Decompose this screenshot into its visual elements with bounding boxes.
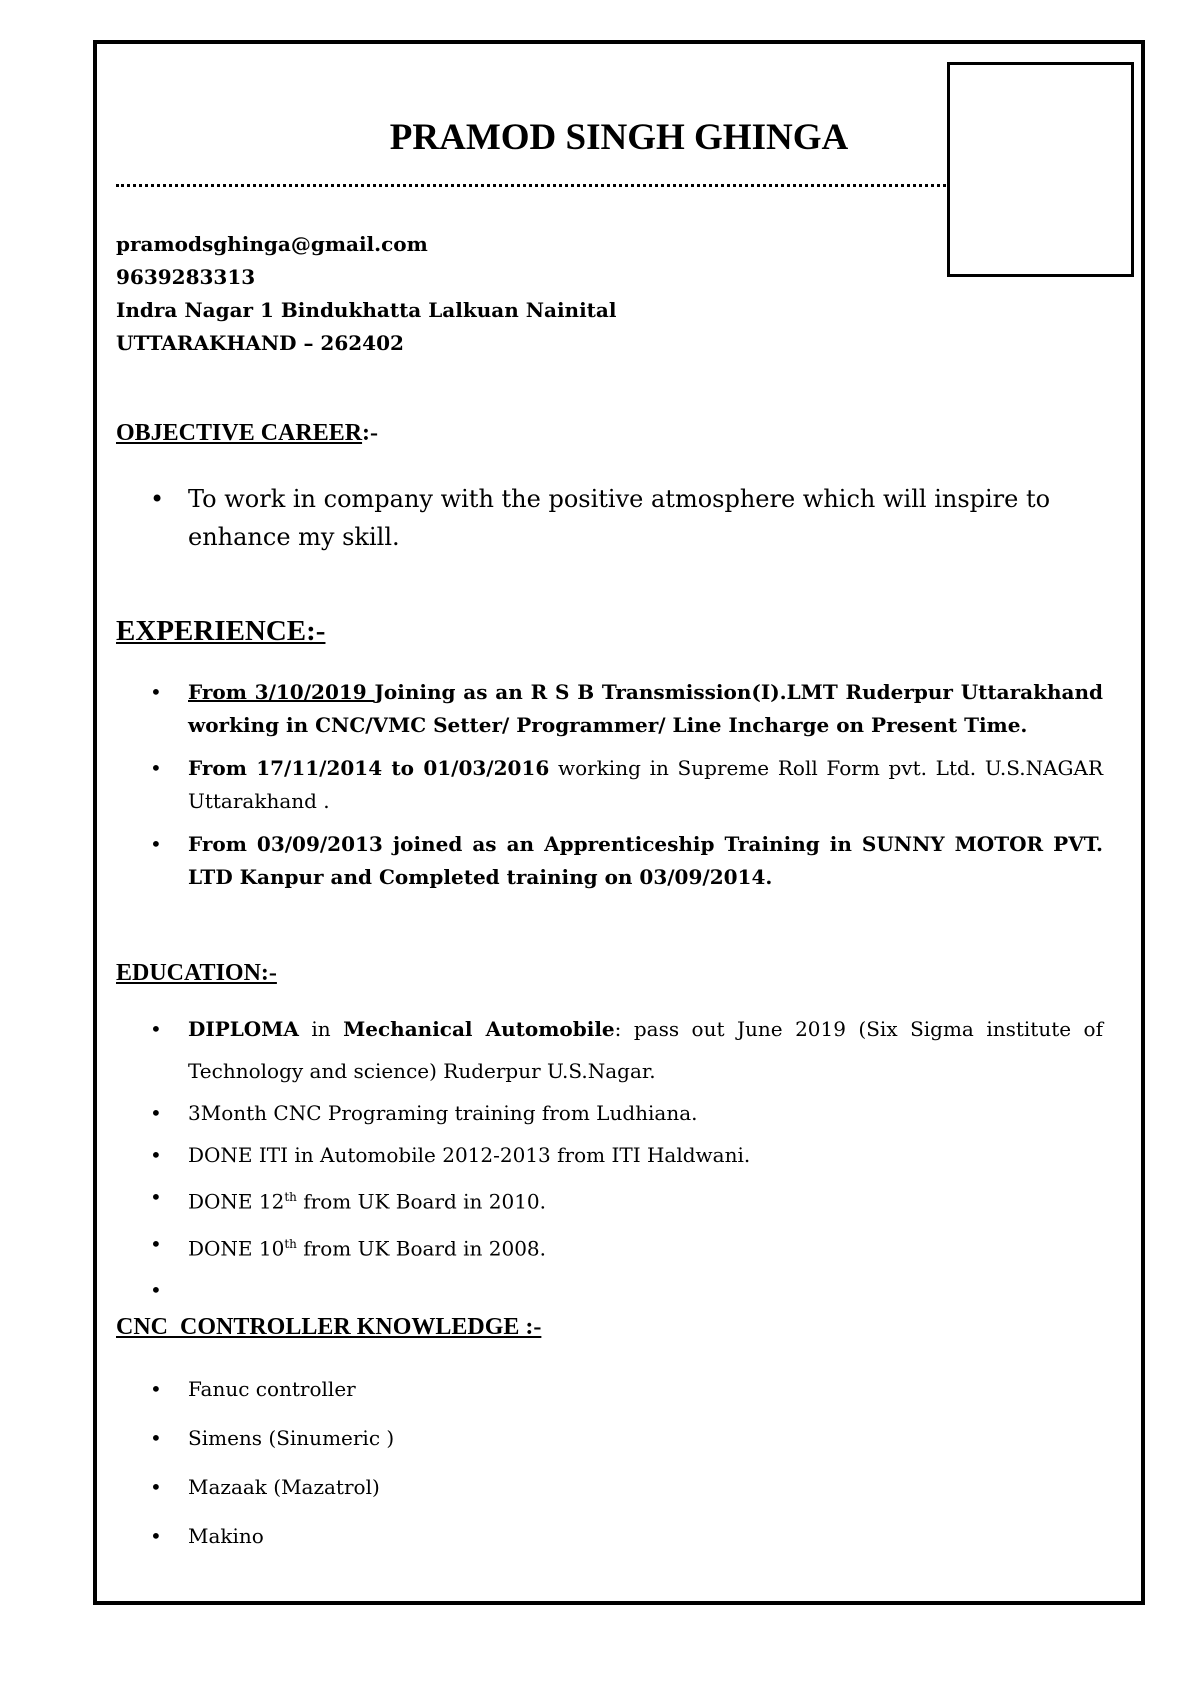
list-item (150, 1512, 1103, 1561)
list-item (150, 1269, 1103, 1311)
cnc-heading: CNC CONTROLLER KNOWLEDGE :- (116, 1314, 542, 1340)
objective-list (150, 480, 1103, 556)
list-item (150, 1223, 1103, 1270)
education-heading: EDUCATION:- (116, 960, 277, 986)
experience-list (150, 676, 1103, 904)
objective-heading-suffix: :- (362, 420, 379, 446)
objective-heading (116, 420, 378, 447)
experience-text: Joining as an R S B Transmission(I).LMT Ruderpur Uttarakhand working in CNC/VMC Setter/ Programmer/ Line Incharge on Present Time. (188, 680, 1103, 737)
cnc-item: Fanuc controller (188, 1377, 356, 1401)
bullet-icon: • (150, 1426, 162, 1450)
twelfth-pre: DONE 12 (188, 1189, 285, 1214)
candidate-name: PRAMOD SINGH GHINGA (389, 117, 849, 158)
photo-placeholder (947, 62, 1134, 277)
experience-lead: From 03/09/2013 joined as an Apprenticeship Training in SUNNY MOTOR PVT. LTD Kanpur and Completed training on 03/09/2014. (188, 832, 1103, 889)
diploma-mid: in (298, 1017, 344, 1041)
bullet-icon: • (150, 1524, 162, 1548)
bullet-icon: • (150, 1377, 162, 1401)
list-item (150, 1008, 1103, 1092)
experience-lead: From 17/11/2014 to 01/03/2016 (188, 756, 550, 780)
email: pramodsghinga@gmail.com (116, 232, 428, 256)
contact-block (116, 228, 616, 360)
bullet-icon: • (150, 1475, 162, 1499)
bullet-icon: • (150, 1143, 162, 1167)
bullet-icon: • (150, 680, 162, 704)
state-pin: UTTARAKHAND – 262402 (116, 331, 404, 355)
phone: 9639283313 (116, 265, 256, 289)
list-item (150, 1092, 1103, 1134)
list-item (150, 1134, 1103, 1176)
cnc-list (150, 1365, 1103, 1561)
bullet-icon: • (150, 1185, 162, 1209)
list-item (150, 1414, 1103, 1463)
diploma-lead: DIPLOMA (188, 1017, 299, 1041)
address: Indra Nagar 1 Bindukhatta Lalkuan Nainital (116, 298, 617, 322)
experience-lead: From 3/10/2019 (188, 680, 375, 704)
experience-heading: EXPERIENCE:- (116, 615, 326, 647)
dotted-divider (116, 184, 946, 187)
objective-text: To work in company with the positive atmosphere which will inspire to enhance my skill. (188, 485, 1051, 551)
tenth-post: from UK Board in 2008. (296, 1236, 547, 1261)
bullet-icon: • (150, 1017, 162, 1041)
list-item (150, 480, 1103, 556)
list-item (150, 676, 1103, 742)
bullet-icon: • (150, 756, 162, 780)
list-item (150, 1365, 1103, 1414)
twelfth-post: from UK Board in 2010. (296, 1189, 547, 1214)
iti: DONE ITI in Automobile 2012-2013 from ITI Haldwani. (188, 1143, 751, 1167)
twelfth-sup: th (284, 1190, 297, 1204)
bullet-icon: • (150, 1278, 162, 1303)
tenth-pre: DONE 10 (188, 1236, 285, 1261)
education-list (150, 1008, 1103, 1311)
objective-heading-text: OBJECTIVE CAREER (116, 420, 363, 446)
tenth-sup: th (284, 1236, 297, 1251)
bullet-icon: • (150, 832, 162, 856)
list-item (150, 1176, 1103, 1223)
bullet-icon: • (150, 485, 165, 513)
list-item (150, 752, 1103, 818)
empty-item (188, 1278, 194, 1302)
bullet-icon: • (150, 1231, 162, 1256)
cnc-item: Mazaak (Mazatrol) (188, 1475, 380, 1499)
cnc-item: Makino (188, 1524, 264, 1548)
list-item (150, 1463, 1103, 1512)
diploma-subject: Mechanical Automobile (343, 1017, 615, 1041)
cnc-training: 3Month CNC Programing training from Ludhiana. (188, 1101, 698, 1125)
bullet-icon: • (150, 1101, 162, 1125)
diploma-rest: : pass out June 2019 (Six Sigma institute of Technology and science) Ruderpur U.S.Nagar. (188, 1017, 1103, 1083)
cnc-item: Simens (Sinumeric ) (188, 1426, 395, 1450)
experience-text: working in Supreme Roll Form pvt. Ltd. U.S.NAGAR Uttarakhand . (188, 756, 1104, 813)
list-item (150, 828, 1103, 894)
